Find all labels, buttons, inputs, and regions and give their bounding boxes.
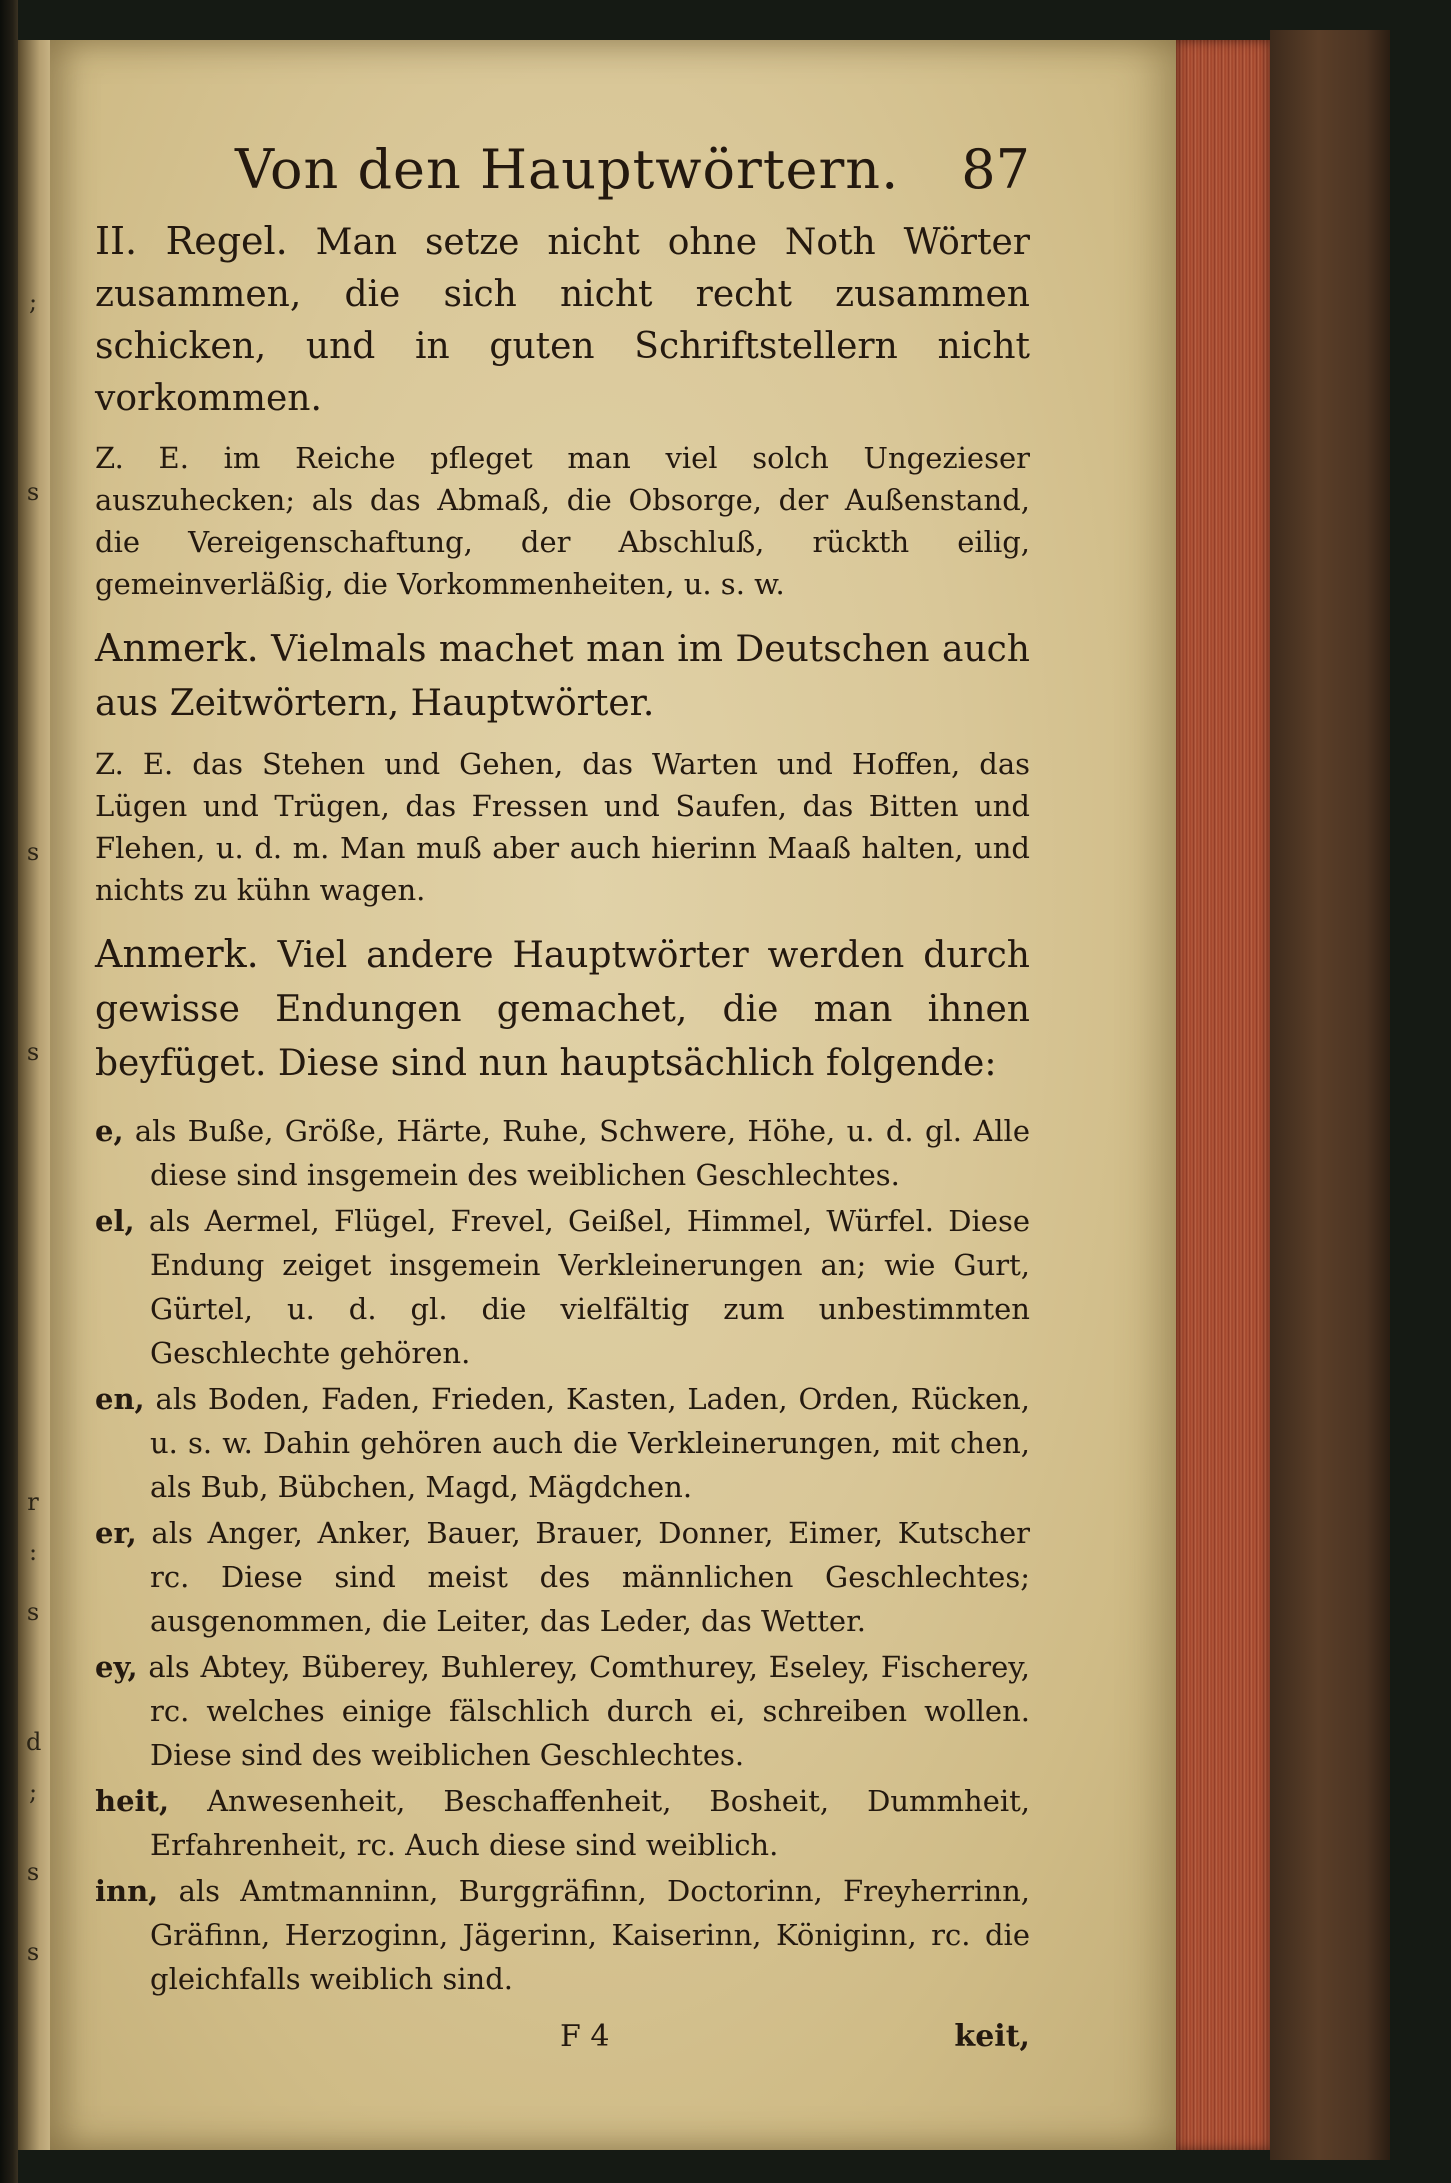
list-item: [95, 1645, 1030, 1777]
page-header: [95, 135, 1030, 205]
ending-suffix: en,: [95, 1382, 145, 1416]
prev-page-mark: s: [26, 1598, 40, 1626]
signature-mark: F 4: [560, 2019, 610, 2054]
rule-example: Z. E. im Reiche pfleget man viel solch Ungezieser auszuhecken; als das Abmaß, die Obsorge, der Außenstand, die Vereigenschaftung, der Abschluß, rückth eilig, gemeinverläßig, die Vorkommenheiten, u. s. w.: [95, 441, 1030, 601]
note-label: Anmerk.: [95, 932, 259, 976]
note-text: Vielmals machet man im Deutschen auch aus Zeitwörtern, Hauptwörter.: [95, 629, 1030, 724]
ending-text: als Abtey, Büberey, Buhlerey, Comthurey, Eseley, Fischerey, rc. welches einige fälschlich durch ei, schreiben wollen. Diese sind des weiblichen Geschlechtes.: [148, 1650, 1030, 1772]
ending-text: Anwesenheit, Beschaffenheit, Bosheit, Dummheit, Erfahrenheit, rc. Auch diese sind weiblich.: [150, 1784, 1031, 1862]
prev-page-mark: s: [26, 1938, 40, 1966]
note-paragraph: [95, 621, 1030, 731]
list-item: [95, 1109, 1030, 1197]
running-title: Von den Hauptwörtern.: [235, 138, 900, 201]
page-footer: [95, 2007, 1030, 2067]
ending-text: als Aermel, Flügel, Frevel, Geißel, Himmel, Würfel. Diese Endung zeiget insgemein Verkleinerungen an; wie Gurt, Gürtel, u. d. gl. die vielfältig zum unbestimmten Geschlechte gehören.: [148, 1204, 1030, 1370]
prev-page-mark: d: [26, 1728, 42, 1756]
ending-text: als Amtmanninn, Burggräfinn, Doctorinn, Freyherrinn, Gräfinn, Herzoginn, Jägerinn, Kaiserinn, Königinn, rc. die gleichfalls weiblich sind.: [150, 1874, 1030, 1996]
prev-page-mark: s: [26, 838, 40, 866]
prev-page-mark: :: [28, 1538, 38, 1566]
previous-page-edge: [18, 40, 54, 2150]
page-number: 87: [961, 138, 1030, 201]
page-text: [95, 135, 1030, 2067]
ending-text: als Buße, Größe, Härte, Ruhe, Schwere, Höhe, u. d. gl. Alle diese sind insgemein des weiblichen Geschlechtes.: [134, 1114, 1030, 1192]
ending-suffix: inn,: [95, 1874, 159, 1908]
list-item: [95, 1377, 1030, 1509]
rule-paragraph: [95, 215, 1030, 425]
rule-text: Man setze nicht ohne Noth Wörter zusammen, die sich nicht recht zusammen schicken, und in guten Schriftstellern nicht vorkommen.: [95, 222, 1030, 419]
note-label: Anmerk.: [95, 626, 259, 670]
page-edges-red: [1176, 40, 1270, 2150]
ending-text: als Anger, Anker, Bauer, Brauer, Donner, Eimer, Kutscher rc. Diese sind meist des männlichen Geschlechtes; ausgenommen, die Leiter, das Leder, das Wetter.: [150, 1516, 1030, 1638]
prev-page-mark: ;: [28, 1778, 38, 1806]
prev-page-mark: ;: [28, 288, 38, 316]
book-cover: [1270, 30, 1390, 2160]
note-example: Z. E. das Stehen und Gehen, das Warten und Hoffen, das Lügen und Trügen, das Fressen und Saufen, das Bitten und Flehen, u. d. m. Man muß aber auch hierinn Maaß halten, und nichts zu kühn wagen.: [95, 747, 1030, 907]
list-item: [95, 1869, 1030, 2001]
note-text: Viel andere Hauptwörter werden durch gewisse Endungen gemachet, die man ihnen beyfüget. Diese sind nun hauptsächlich folgende:: [95, 935, 1030, 1084]
book-gutter: [0, 0, 18, 2183]
prev-page-mark: r: [27, 1488, 39, 1516]
prev-page-mark: s: [26, 1858, 40, 1886]
prev-page-mark: s: [26, 1038, 40, 1066]
list-item: [95, 1779, 1030, 1867]
ending-suffix: e,: [95, 1114, 124, 1148]
ending-suffix: er,: [95, 1516, 137, 1550]
ending-suffix: ey,: [95, 1650, 138, 1684]
endings-list: [95, 1109, 1030, 2001]
prev-page-mark: s: [26, 478, 40, 506]
ending-suffix: el,: [95, 1204, 135, 1238]
list-item: [95, 1511, 1030, 1643]
note-paragraph: [95, 927, 1030, 1091]
list-item: [95, 1199, 1030, 1375]
ending-suffix: heit,: [95, 1784, 170, 1818]
ending-text: als Boden, Faden, Frieden, Kasten, Laden, Orden, Rücken, u. s. w. Dahin gehören auch die Verkleinerungen, mit chen, als Bub, Bübchen, Magd, Mägdchen.: [150, 1382, 1031, 1504]
rule-label: II. Regel.: [95, 219, 288, 263]
catchword: keit,: [954, 2019, 1030, 2054]
